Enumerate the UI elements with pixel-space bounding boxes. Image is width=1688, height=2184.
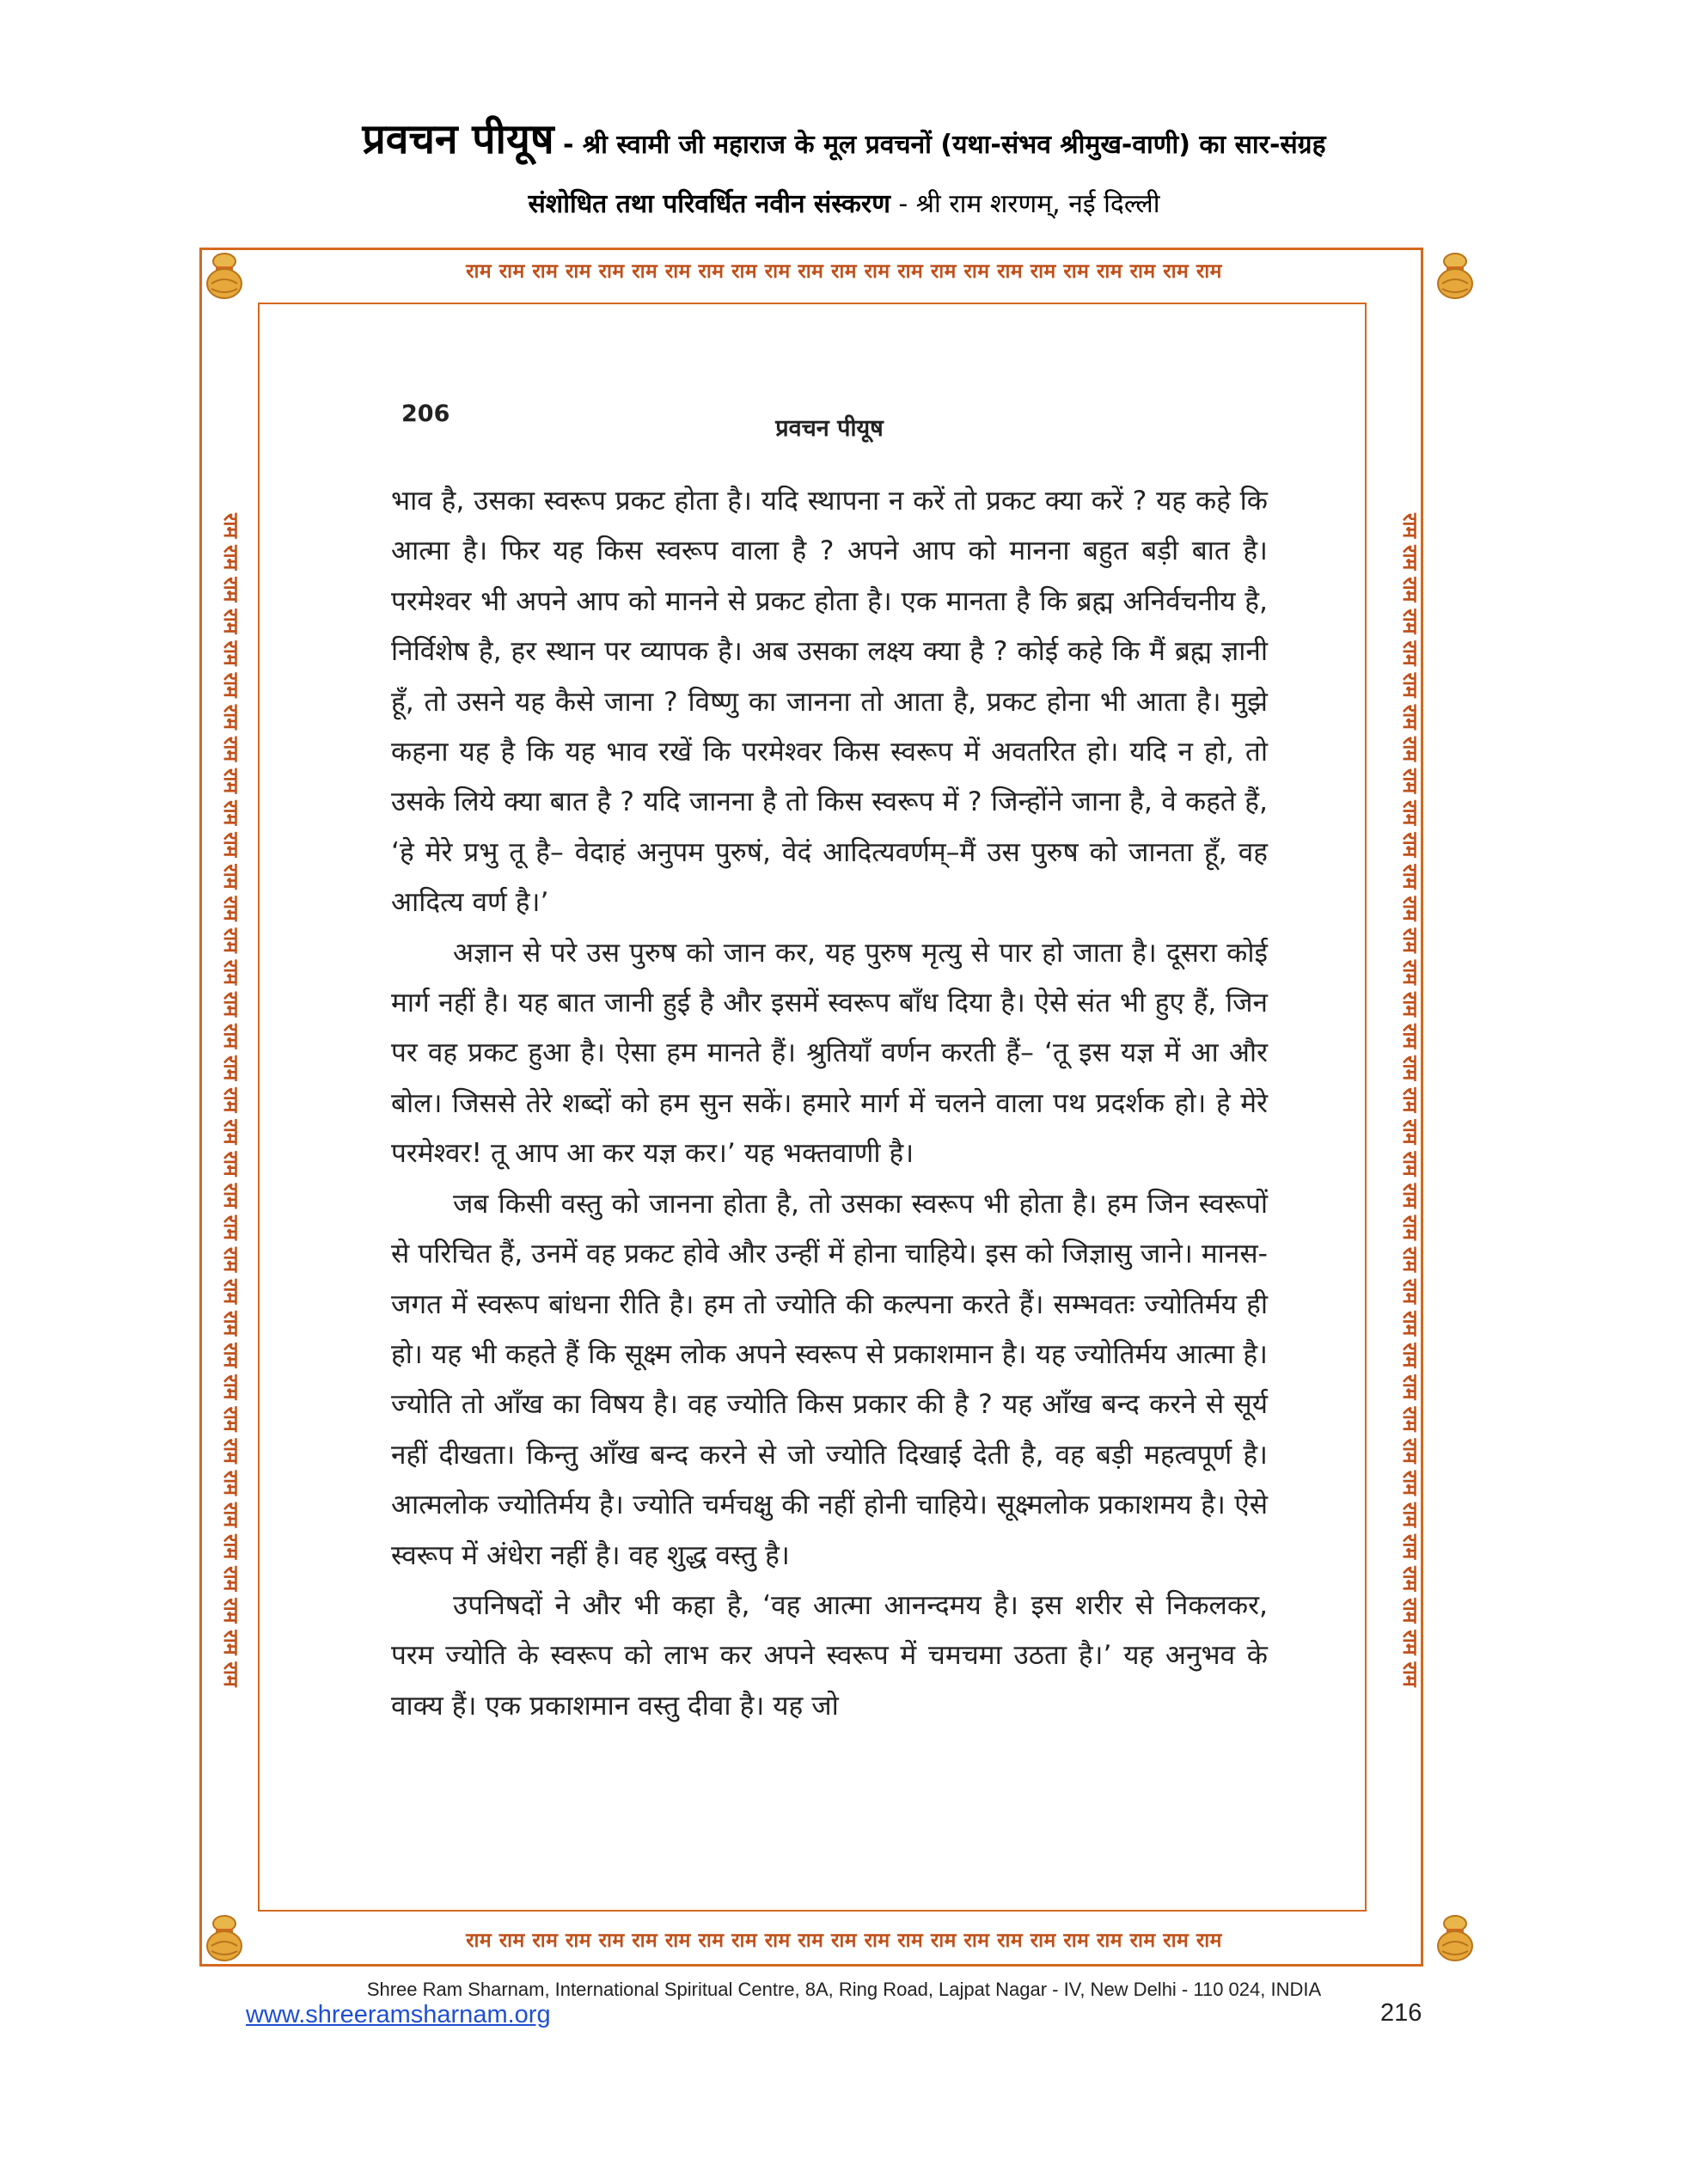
book-subtitle: - श्री स्वामी जी महाराज के मूल प्रवचनों (यथा-संभव श्रीमुख-वाणी) का सार-संग्रह [553, 130, 1326, 160]
book-title: प्रवचन पीयूष [362, 115, 554, 163]
paragraph: जब किसी वस्तु को जानना होता है, तो उसका स्वरूप भी होता है। हम जिन स्वरूपों से परिचित हैं, उनमें वह प्रकट होवे और उन्हीं में होना चाहिये। इस को जिज्ञासु जाने। मानस-जगत में स्वरूप बांधना रीति है। हम तो ज्योति की कल्पना करते हैं। सम्भवतः ज्योतिर्मय ही हो। यह भी कहते हैं कि सूक्ष्म लोक अपने स्वरूप से प्रकाशमान है। यह ज्योतिर्मय आत्मा है। ज्योति तो आँख का विषय है। वह ज्योति किस प्रकार की है ? यह आँख बन्द करने से सूर्य नहीं दीखता। किन्तु आँख बन्द करने से जो ज्योति दिखाई देती है, वह बड़ी महत्वपूर्ण है। आत्मलोक ज्योतिर्मय है। ज्योति चर्मचक्षु की नहीं होनी चाहिये। सूक्ष्मलोक प्रकाशमय है। ऐसे स्वरूप में अंधेरा नहीं है। वह शुद्ध वस्तु है। [391, 1188, 1268, 1571]
ram-border-top: राम राम राम राम राम राम राम राम राम राम राम राम राम राम राम राम राम राम राम राम राम राम राम [466, 260, 1222, 283]
ram-border-right: राम राम राम राम राम राम राम राम राम राम राम राम राम राम राम राम राम राम राम राम राम राम राम राम राम राम राम राम राम राम राम राम राम राम राम राम राम [1398, 513, 1421, 1687]
running-title: प्रवचन पीयूष [775, 415, 884, 442]
ram-border-bottom: राम राम राम राम राम राम राम राम राम राम राम राम राम राम राम राम राम राम राम राम राम राम राम [466, 1930, 1222, 1952]
footer-address: Shree Ram Sharnam, International Spiritual Centre, 8A, Ring Road, Lajpat Nagar - IV, New Delhi - 110 024, INDIA [366, 1979, 1322, 2000]
book-page-number: 206 [401, 401, 450, 427]
page-body [391, 476, 1268, 1731]
website-link[interactable]: www.shreeramsharnam.org [246, 2001, 551, 2028]
kalash-icon [201, 249, 248, 301]
ram-border-left: राम राम राम राम राम राम राम राम राम राम राम राम राम राम राम राम राम राम राम राम राम राम राम राम राम राम राम राम राम राम राम राम राम राम राम राम राम [219, 513, 242, 1687]
pdf-page-number: 216 [1380, 1999, 1422, 2027]
paragraph: उपनिषदों ने और भी कहा है, ‘वह आत्मा आनन्दमय है। इस शरीर से निकलकर, परम ज्योति के स्वरूप को लाभ कर अपने स्वरूप में चमचमा उठता है।’ यह अनुभव के वाक्य हैं। एक प्रकाशमान वस्तु दीवा है। यह जो [391, 1589, 1268, 1722]
document-title [0, 110, 1688, 166]
edition-publisher: - श्री राम शरणम्, नई दिल्ली [890, 189, 1160, 219]
edition-line [0, 185, 1688, 220]
scanned-page [391, 401, 1268, 1896]
paragraph: अज्ञान से परे उस पुरुष को जान कर, यह पुरुष मृत्यु से पार हो जाता है। दूसरा कोई मार्ग नहीं है। यह बात जानी हुई है और इसमें स्वरूप बाँध दिया है। ऐसे संत भी हुए हैं, जिन पर वह प्रकट हुआ है। ऐसा हम मानते हैं। श्रुतियाँ वर्णन करती हैं– ‘तू इस यज्ञ में आ और बोल। जिससे तेरे शब्दों को हम सुन सकें। हमारे मार्ग में चलने वाला पथ प्रदर्शक हो। हे मेरे परमेश्वर! तू आप आ कर यज्ञ कर।’ यह भक्तवाणी है। [391, 937, 1268, 1170]
kalash-icon [201, 1912, 248, 1963]
kalash-icon [1432, 249, 1478, 301]
paragraph: भाव है, उसका स्वरूप प्रकट होता है। यदि स्थापना न करें तो प्रकट क्या करें ? यह कहे कि आत्मा है। फिर यह किस स्वरूप वाला है ? अपने आप को मानना बहुत बड़ी बात है। परमेश्वर भी अपने आप को मानने से प्रकट होता है। एक मानता है कि ब्रह्म अनिर्वचनीय है, निर्विशेष है, हर स्थान पर व्यापक है। अब उसका लक्ष्य क्या है ? कोई कहे कि मैं ब्रह्म ज्ञानी हूँ, तो उसने यह कैसे जाना ? विष्णु का जानना तो आता है, प्रकट होना भी आता है। मुझे कहना यह है कि यह भाव रखें कि परमेश्वर किस स्वरूप में अवतरित हो। यदि न हो, तो उसके लिये क्या बात है ? यदि जानना है तो किस स्वरूप में ? जिन्होंने जाना है, वे कहते हैं, ‘हे मेरे प्रभु तू है– वेदाहं अनुपम पुरुषं, वेदं आदित्यवर्णम्–मैं उस पुरुष को जानता हूँ, वह आदित्य वर्ण है।’ [391, 486, 1268, 919]
kalash-icon [1432, 1912, 1478, 1963]
edition-label: संशोधित तथा परिवर्धित नवीन संस्करण [528, 189, 890, 219]
